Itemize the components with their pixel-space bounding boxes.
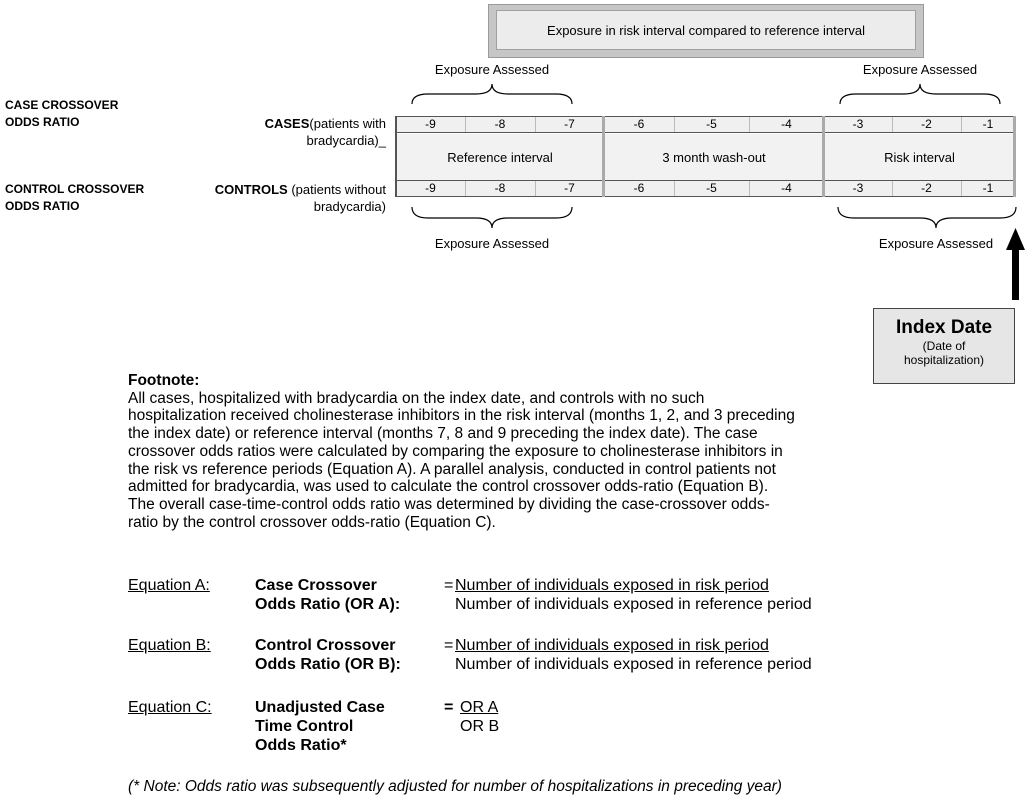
brace-risk-bottom — [838, 207, 1016, 228]
controls-label: CONTROLS (patients without — [214, 182, 386, 197]
cases-month-m3: -3 — [852, 117, 864, 131]
controls-month-m5: -5 — [706, 181, 717, 195]
divider-end — [1013, 116, 1016, 197]
controls-month-m7: -7 — [564, 181, 575, 195]
controls-label-line2: bradycardia) — [313, 199, 386, 214]
cases-month-m4: -4 — [781, 117, 792, 131]
equation-c-name: Unadjusted Case Time Control Odds Ratio* — [255, 699, 385, 754]
footnote-line: The overall case-time-control odds ratio was determined by dividing the case-crossover odds- — [128, 495, 770, 513]
cases-label-line2: bradycardia)_ — [306, 133, 386, 148]
index-date-sub-2: hospitalization) — [903, 353, 985, 367]
footnote-line: All cases, hospitalized with bradycardia on the index date, and controls with no such — [128, 389, 705, 407]
brace-ref-bottom — [412, 207, 572, 228]
footnote-heading: Footnote: — [128, 372, 200, 389]
equation-a-numerator: Number of individuals exposed in risk period — [455, 577, 769, 594]
footnote-line: the risk vs reference periods (Equation A). A parallel analysis, conducted in control patients not — [128, 460, 776, 478]
cases-month-m1: -1 — [982, 117, 994, 131]
equation-b-numerator: Number of individuals exposed in risk period — [455, 637, 769, 654]
equation-a-label: Equation A: — [128, 577, 210, 594]
equation-c-label: Equation C: — [128, 699, 212, 716]
exposure-assessed-ref-top: Exposure Assessed — [434, 62, 550, 77]
footnote-line: the index date) or reference interval (months 7, 8 and 9 preceding the index date). The case — [128, 425, 758, 443]
cases-month-m2: -2 — [921, 117, 932, 131]
footnote — [128, 372, 898, 531]
washout-label: 3 month wash-out — [662, 149, 766, 165]
controls-timeline — [396, 180, 1015, 197]
cases-label: CASES(patients with — [264, 116, 386, 131]
cases-month-m8: -8 — [494, 117, 506, 131]
equation-b-label: Equation B: — [128, 637, 211, 654]
footnote-line: ratio by the control crossover odds-ratio (Equation C). — [128, 513, 496, 531]
reference-interval-label: Reference interval — [447, 149, 553, 165]
equation-a-name: Case Crossover Odds Ratio (OR A): — [255, 577, 401, 613]
case-crossover-label: CASE CROSSOVER ODDS RATIO — [5, 98, 119, 129]
equation-c-numerator: OR A — [460, 699, 499, 716]
footnote-line: hospitalization received cholinesterase inhibitors in the risk interval (months 1, 2, and 3 preceding — [128, 407, 795, 425]
comparison-box-label: Exposure in risk interval compared to reference interval — [547, 22, 865, 38]
equation-b-sign: = — [444, 637, 454, 654]
footnote-line: admitted for bradycardia, was used to calculate the control crossover odds-ratio (Equation B). — [128, 478, 769, 496]
index-date-sub-1: (Date of — [922, 339, 966, 353]
adjustment-note: (* Note: Odds ratio was subsequently adjusted for number of hospitalizations in preceding year) — [128, 778, 782, 795]
exposure-assessed-risk-top: Exposure Assessed — [862, 62, 978, 77]
equation-c-sign: = — [444, 699, 454, 716]
controls-month-m4: -4 — [781, 181, 792, 195]
index-arrow-shaft — [1012, 246, 1019, 300]
divider-ref-washout — [602, 116, 605, 197]
brace-ref-top — [412, 84, 572, 104]
footnote-line: crossover odds ratios were calculated by comparing the exposure to cholinesterase inhibitors in — [128, 442, 783, 460]
divider-washout-risk — [822, 116, 825, 197]
risk-interval-label: Risk interval — [884, 149, 955, 165]
equation-b-denominator: Number of individuals exposed in reference period — [455, 656, 812, 673]
controls-month-m2: -2 — [921, 181, 932, 195]
equation-c-denominator: OR B — [460, 718, 500, 735]
brace-risk-top — [840, 84, 1000, 104]
controls-month-m9: -9 — [425, 181, 436, 195]
index-date-title: Index Date — [895, 317, 993, 338]
cases-month-m5: -5 — [706, 117, 717, 131]
cases-month-m6: -6 — [633, 117, 645, 131]
equation-b-name: Control Crossover Odds Ratio (OR B): — [255, 637, 401, 673]
controls-month-m8: -8 — [494, 181, 506, 195]
divider-start — [395, 116, 397, 197]
cases-month-m9: -9 — [425, 117, 436, 131]
exposure-assessed-ref-bottom: Exposure Assessed — [434, 236, 550, 251]
exposure-assessed-risk-bottom: Exposure Assessed — [878, 236, 994, 251]
equation-a-denominator: Number of individuals exposed in reference period — [455, 596, 812, 613]
controls-month-m1: -1 — [982, 181, 994, 195]
cases-month-m7: -7 — [564, 117, 575, 131]
cases-timeline — [396, 116, 1015, 133]
controls-month-m6: -6 — [633, 181, 645, 195]
equation-a-sign: = — [444, 577, 454, 594]
control-crossover-label: CONTROL CROSSOVER ODDS RATIO — [5, 182, 145, 213]
controls-month-m3: -3 — [852, 181, 864, 195]
